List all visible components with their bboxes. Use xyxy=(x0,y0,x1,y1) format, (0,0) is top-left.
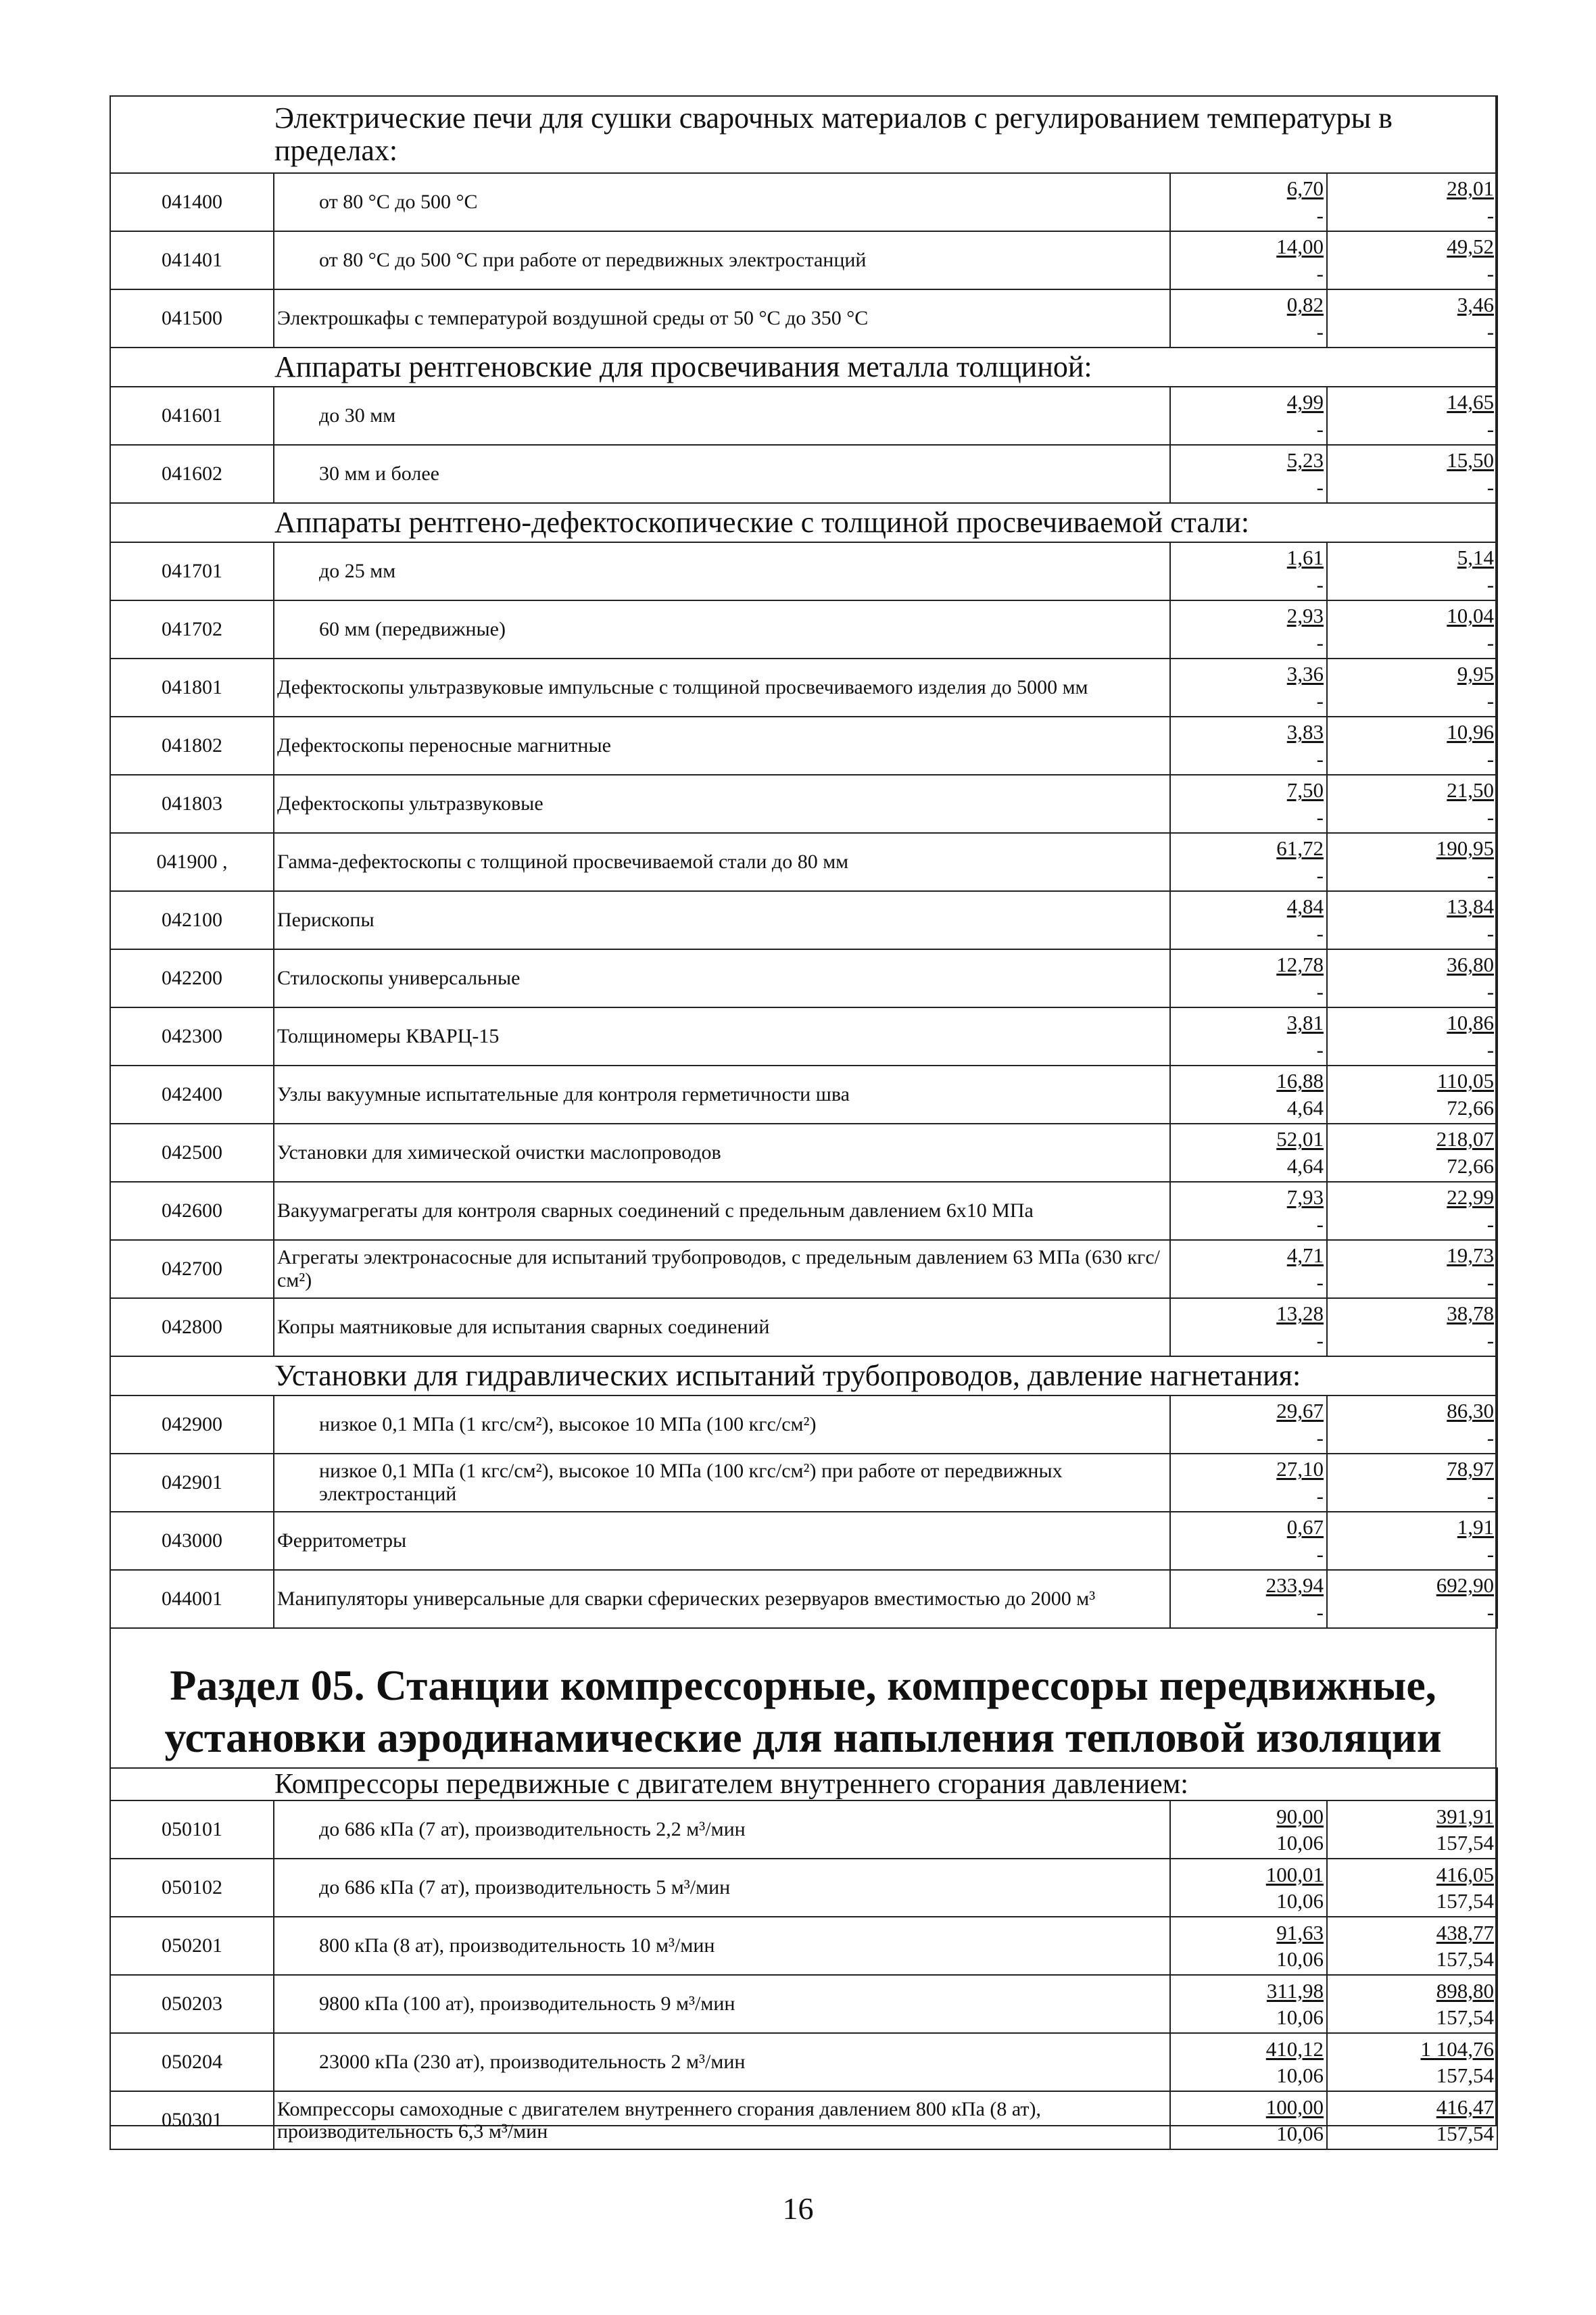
cost-cell xyxy=(1170,717,1327,775)
value-bottom: - xyxy=(1486,689,1495,713)
value-bottom: - xyxy=(1486,747,1495,771)
row-code: 041601 xyxy=(110,387,274,445)
group-heading-row xyxy=(110,1768,1497,1800)
value-top: 52,01 xyxy=(1276,1127,1324,1151)
value-bottom: - xyxy=(1316,1542,1324,1566)
value-bottom: - xyxy=(1486,1426,1495,1450)
price-cell xyxy=(1327,1975,1497,2033)
table-row xyxy=(110,289,1497,348)
price-cell xyxy=(1327,775,1497,833)
table-row xyxy=(110,1395,1497,1454)
price-cell xyxy=(1327,1917,1497,1975)
table-row xyxy=(110,1240,1497,1298)
value-bottom: - xyxy=(1316,320,1324,343)
row-description: Дефектоскопы ультразвуковые импульсные с толщиной просвечиваемого изделия до 5000 мм xyxy=(274,659,1170,717)
cost-cell xyxy=(1170,173,1327,231)
row-description: Копры маятниковые для испытания сварных соединений xyxy=(274,1298,1170,1356)
price-cell xyxy=(1327,1182,1497,1240)
row-description: до 30 мм xyxy=(274,387,1170,445)
value-bottom: - xyxy=(1486,805,1495,829)
value-top: 10,96 xyxy=(1447,720,1495,744)
value-top: 190,95 xyxy=(1436,836,1495,861)
value-bottom: - xyxy=(1486,922,1495,945)
row-code: 043000 xyxy=(110,1512,274,1570)
table-row xyxy=(110,1917,1497,1975)
value-top: 90,00 xyxy=(1276,1804,1324,1828)
row-code: 041802 xyxy=(110,717,274,775)
row-code: 042500 xyxy=(110,1124,274,1182)
row-description: Перископы xyxy=(274,891,1170,949)
value-bottom: - xyxy=(1316,747,1324,771)
value-top: 10,86 xyxy=(1447,1011,1495,1035)
value-top: 110,05 xyxy=(1436,1069,1495,1093)
value-top: 3,36 xyxy=(1286,662,1324,686)
value-top: 3,83 xyxy=(1286,720,1324,744)
value-bottom: - xyxy=(1316,262,1324,285)
table-row xyxy=(110,1454,1497,1512)
value-bottom: - xyxy=(1486,631,1495,654)
row-description: Толщиномеры КВАРЦ-15 xyxy=(274,1007,1170,1066)
value-top: 27,10 xyxy=(1276,1457,1324,1481)
cost-cell xyxy=(1170,659,1327,717)
row-description: до 25 мм xyxy=(274,542,1170,600)
price-cell xyxy=(1327,600,1497,659)
group-heading: Компрессоры передвижные с двигателем внутреннего сгорания давлением: xyxy=(110,1768,1497,1800)
price-cell xyxy=(1327,1859,1497,1917)
value-top: 14,00 xyxy=(1276,235,1324,259)
cost-cell xyxy=(1170,1800,1327,1859)
value-top: 7,50 xyxy=(1286,778,1324,803)
row-description: Узлы вакуумные испытательные для контроля герметичности шва xyxy=(274,1066,1170,1124)
value-top: 3,46 xyxy=(1457,293,1495,317)
row-description: до 686 кПа (7 ат), производительность 5 м³/мин xyxy=(274,1859,1170,1917)
row-description: Агрегаты электронасосные для испытаний трубопроводов, с предельным давлением 63 МПа (630 кгс/см²) xyxy=(274,1240,1170,1298)
price-cell xyxy=(1327,717,1497,775)
value-top: 16,88 xyxy=(1276,1069,1324,1093)
value-bottom: - xyxy=(1486,1542,1495,1566)
row-description: Стилоскопы универсальные xyxy=(274,949,1170,1007)
value-top: 78,97 xyxy=(1447,1457,1495,1481)
value-bottom: 72,66 xyxy=(1447,1154,1495,1178)
value-bottom: 4,64 xyxy=(1286,1154,1324,1178)
cost-cell xyxy=(1170,1859,1327,1917)
row-code: 042100 xyxy=(110,891,274,949)
value-top: 2,93 xyxy=(1286,604,1324,628)
price-cell xyxy=(1327,2091,1497,2149)
cost-cell xyxy=(1170,289,1327,348)
value-bottom: - xyxy=(1316,1329,1324,1352)
page-number: 16 xyxy=(782,2191,814,2226)
row-code: 041401 xyxy=(110,231,274,289)
value-top: 91,63 xyxy=(1276,1920,1324,1944)
value-top: 38,78 xyxy=(1447,1302,1495,1326)
value-bottom: 157,54 xyxy=(1436,1831,1494,1855)
value-bottom: - xyxy=(1486,980,1495,1003)
value-bottom: - xyxy=(1486,204,1495,227)
cost-cell xyxy=(1170,1182,1327,1240)
row-description: 30 мм и более xyxy=(274,445,1170,503)
cost-cell xyxy=(1170,1570,1327,1628)
value-top: 1,91 xyxy=(1457,1515,1495,1540)
cost-cell xyxy=(1170,775,1327,833)
group-heading: Электрические печи для сушки сварочных материалов с регулированием температуры в пределах: xyxy=(110,96,1497,173)
value-top: 5,23 xyxy=(1286,448,1324,473)
value-bottom: - xyxy=(1316,922,1324,945)
value-top: 1 104,76 xyxy=(1420,2036,1494,2061)
row-code: 050102 xyxy=(110,1859,274,1917)
row-code: 042400 xyxy=(110,1066,274,1124)
row-description: низкое 0,1 МПа (1 кгс/см²), высокое 10 МПа (100 кгс/см²) xyxy=(274,1395,1170,1454)
value-bottom: - xyxy=(1486,1484,1495,1508)
group-heading: Установки для гидравлических испытаний трубопроводов, давление нагнетания: xyxy=(110,1356,1497,1395)
value-top: 692,90 xyxy=(1436,1573,1495,1598)
value-top: 49,52 xyxy=(1447,235,1495,259)
table-row xyxy=(110,542,1497,600)
price-table-section-05 xyxy=(110,1767,1498,2150)
value-bottom: - xyxy=(1486,1329,1495,1352)
value-top: 311,98 xyxy=(1266,1978,1324,2003)
price-cell xyxy=(1327,289,1497,348)
table-row xyxy=(110,387,1497,445)
value-bottom: - xyxy=(1486,573,1495,596)
value-top: 6,70 xyxy=(1286,176,1324,201)
price-table-section-04 xyxy=(110,95,1498,1629)
value-top: 10,04 xyxy=(1447,604,1495,628)
value-bottom: - xyxy=(1486,262,1495,285)
value-bottom: 10,06 xyxy=(1276,1947,1324,1972)
cost-cell xyxy=(1170,542,1327,600)
table-row xyxy=(110,1007,1497,1066)
value-bottom: 4,64 xyxy=(1286,1096,1324,1120)
row-code: 042800 xyxy=(110,1298,274,1356)
value-bottom: - xyxy=(1486,1600,1495,1624)
price-cell xyxy=(1327,2033,1497,2091)
value-top: 13,84 xyxy=(1447,894,1495,919)
value-bottom: - xyxy=(1316,475,1324,499)
row-description: Дефектоскопы переносные магнитные xyxy=(274,717,1170,775)
value-top: 100,01 xyxy=(1265,1862,1324,1886)
value-bottom: 10,06 xyxy=(1276,2005,1324,2030)
table-row xyxy=(110,949,1497,1007)
group-heading: Аппараты рентгеновские для просвечивания металла толщиной: xyxy=(110,348,1497,387)
row-description: от 80 °С до 500 °С xyxy=(274,173,1170,231)
price-cell xyxy=(1327,1512,1497,1570)
cost-cell xyxy=(1170,1066,1327,1124)
row-code: 041900 , xyxy=(110,833,274,891)
value-top: 22,99 xyxy=(1447,1185,1495,1210)
value-bottom: 157,54 xyxy=(1436,2005,1494,2030)
table-row xyxy=(110,231,1497,289)
price-cell xyxy=(1327,1124,1497,1182)
price-cell xyxy=(1327,1800,1497,1859)
table-row xyxy=(110,600,1497,659)
value-top: 0,82 xyxy=(1286,293,1324,317)
value-bottom: - xyxy=(1316,689,1324,713)
cost-cell xyxy=(1170,2091,1327,2149)
row-description: Компрессоры самоходные с двигателем внутреннего сгорания давлением 800 кПа (8 ат), производительность 6,3 м³/мин xyxy=(274,2091,1170,2149)
value-bottom: - xyxy=(1316,805,1324,829)
value-bottom: - xyxy=(1316,204,1324,227)
row-description: низкое 0,1 МПа (1 кгс/см²), высокое 10 МПа (100 кгс/см²) при работе от передвижных электростанций xyxy=(274,1454,1170,1512)
value-bottom: - xyxy=(1486,475,1495,499)
row-code: 041702 xyxy=(110,600,274,659)
row-code: 042900 xyxy=(110,1395,274,1454)
cost-cell xyxy=(1170,231,1327,289)
table-row xyxy=(110,2033,1497,2091)
value-bottom: - xyxy=(1316,631,1324,654)
table-row xyxy=(110,659,1497,717)
value-top: 7,93 xyxy=(1286,1185,1324,1210)
price-cell xyxy=(1327,1570,1497,1628)
price-cell xyxy=(1327,1395,1497,1454)
row-code: 050301 xyxy=(110,2091,274,2149)
price-cell xyxy=(1327,659,1497,717)
value-bottom: - xyxy=(1316,1270,1324,1294)
row-code: 042600 xyxy=(110,1182,274,1240)
value-top: 3,81 xyxy=(1286,1011,1324,1035)
group-heading-row xyxy=(110,348,1497,387)
row-description: 60 мм (передвижные) xyxy=(274,600,1170,659)
value-bottom: - xyxy=(1486,863,1495,887)
row-code: 042300 xyxy=(110,1007,274,1066)
price-cell xyxy=(1327,1066,1497,1124)
value-bottom: 157,54 xyxy=(1436,1889,1494,1913)
cost-cell xyxy=(1170,387,1327,445)
value-bottom: - xyxy=(1486,1270,1495,1294)
row-description: от 80 °С до 500 °С при работе от передвижных электростанций xyxy=(274,231,1170,289)
table-row xyxy=(110,1182,1497,1240)
row-description: 23000 кПа (230 ат), производительность 2 м³/мин xyxy=(274,2033,1170,2091)
value-bottom: - xyxy=(1316,1484,1324,1508)
row-description: до 686 кПа (7 ат), производительность 2,2 м³/мин xyxy=(274,1800,1170,1859)
row-code: 042700 xyxy=(110,1240,274,1298)
cost-cell xyxy=(1170,1007,1327,1066)
price-cell xyxy=(1327,1298,1497,1356)
row-code: 050203 xyxy=(110,1975,274,2033)
table-row xyxy=(110,1512,1497,1570)
price-cell xyxy=(1327,1007,1497,1066)
value-bottom: - xyxy=(1316,417,1324,441)
group-heading-row xyxy=(110,503,1497,542)
row-description: Установки для химической очистки маслопроводов xyxy=(274,1124,1170,1182)
value-bottom: 157,54 xyxy=(1436,1947,1494,1972)
cost-cell xyxy=(1170,1298,1327,1356)
value-bottom: - xyxy=(1316,1600,1324,1624)
value-top: 416,05 xyxy=(1436,1862,1494,1886)
value-top: 391,91 xyxy=(1436,1804,1494,1828)
row-code: 041400 xyxy=(110,173,274,231)
row-description: 9800 кПа (100 ат), производительность 9 м³/мин xyxy=(274,1975,1170,2033)
price-cell xyxy=(1327,542,1497,600)
value-top: 416,47 xyxy=(1436,2095,1494,2119)
value-top: 4,99 xyxy=(1286,390,1324,414)
table-row xyxy=(110,775,1497,833)
cost-cell xyxy=(1170,1454,1327,1512)
value-bottom: - xyxy=(1486,1212,1495,1236)
value-top: 15,50 xyxy=(1447,448,1495,473)
value-bottom: 10,06 xyxy=(1276,1889,1324,1913)
row-code: 050201 xyxy=(110,1917,274,1975)
value-top: 898,80 xyxy=(1436,1978,1494,2003)
table-row xyxy=(110,1066,1497,1124)
row-code: 044001 xyxy=(110,1570,274,1628)
cost-cell xyxy=(1170,1395,1327,1454)
price-cell xyxy=(1327,445,1497,503)
price-cell xyxy=(1327,1454,1497,1512)
cost-cell xyxy=(1170,1917,1327,1975)
table-row xyxy=(110,1124,1497,1182)
row-code: 042901 xyxy=(110,1454,274,1512)
price-cell xyxy=(1327,1240,1497,1298)
value-bottom: - xyxy=(1316,1426,1324,1450)
section-heading: Раздел 05. Станции компрессорные, компрессоры передвижные, установки аэродинамические для напыления тепловой изоляции xyxy=(164,1661,1442,1761)
value-top: 13,28 xyxy=(1276,1302,1324,1326)
row-description: Ферритометры xyxy=(274,1512,1170,1570)
value-bottom: - xyxy=(1316,1212,1324,1236)
table-row xyxy=(110,891,1497,949)
value-bottom: - xyxy=(1316,863,1324,887)
value-top: 21,50 xyxy=(1447,778,1495,803)
row-description: 800 кПа (8 ат), производительность 10 м³/мин xyxy=(274,1917,1170,1975)
value-top: 61,72 xyxy=(1276,836,1324,861)
row-code: 041701 xyxy=(110,542,274,600)
value-top: 19,73 xyxy=(1447,1243,1495,1268)
value-bottom: - xyxy=(1486,320,1495,343)
value-bottom: 157,54 xyxy=(1436,2063,1494,2088)
row-description: Дефектоскопы ультразвуковые xyxy=(274,775,1170,833)
value-top: 86,30 xyxy=(1447,1399,1495,1423)
row-description: Вакуумагрегаты для контроля сварных соединений с предельным давлением 6х10 МПа xyxy=(274,1182,1170,1240)
cost-cell xyxy=(1170,949,1327,1007)
value-top: 28,01 xyxy=(1447,176,1495,201)
group-heading-row xyxy=(110,96,1497,173)
cost-cell xyxy=(1170,1975,1327,2033)
table-row xyxy=(110,1975,1497,2033)
row-code: 041803 xyxy=(110,775,274,833)
table-row xyxy=(110,833,1497,891)
value-top: 0,67 xyxy=(1286,1515,1324,1540)
price-cell xyxy=(1327,173,1497,231)
value-top: 4,71 xyxy=(1286,1243,1324,1268)
price-cell xyxy=(1327,949,1497,1007)
table-row xyxy=(110,2091,1497,2149)
group-heading-row xyxy=(110,1356,1497,1395)
cost-cell xyxy=(1170,833,1327,891)
group-heading: Аппараты рентгено-дефектоскопические с толщиной просвечиваемой стали: xyxy=(110,503,1497,542)
price-cell xyxy=(1327,387,1497,445)
table-row xyxy=(110,1570,1497,1628)
value-top: 29,67 xyxy=(1276,1399,1324,1423)
value-top: 438,77 xyxy=(1436,1920,1494,1944)
value-bottom: 72,66 xyxy=(1447,1096,1495,1120)
value-top: 233,94 xyxy=(1265,1573,1324,1598)
value-top: 4,84 xyxy=(1286,894,1324,919)
row-code: 050101 xyxy=(110,1800,274,1859)
table-row xyxy=(110,173,1497,231)
value-top: 218,07 xyxy=(1436,1127,1495,1151)
cost-cell xyxy=(1170,2033,1327,2091)
row-code: 050204 xyxy=(110,2033,274,2091)
cost-cell xyxy=(1170,1240,1327,1298)
row-code: 041602 xyxy=(110,445,274,503)
value-bottom: - xyxy=(1316,980,1324,1003)
cost-cell xyxy=(1170,891,1327,949)
value-bottom: - xyxy=(1316,1038,1324,1061)
cost-cell xyxy=(1170,445,1327,503)
row-code: 041500 xyxy=(110,289,274,348)
value-bottom: 10,06 xyxy=(1276,2122,1324,2146)
price-cell xyxy=(1327,231,1497,289)
value-top: 100,00 xyxy=(1265,2095,1324,2119)
table-row xyxy=(110,1859,1497,1917)
value-top: 5,14 xyxy=(1457,546,1495,570)
value-bottom: - xyxy=(1486,1038,1495,1061)
value-bottom: - xyxy=(1486,417,1495,441)
table-row xyxy=(110,445,1497,503)
value-top: 36,80 xyxy=(1447,953,1495,977)
row-code: 042200 xyxy=(110,949,274,1007)
value-top: 12,78 xyxy=(1276,953,1324,977)
value-top: 1,61 xyxy=(1286,546,1324,570)
value-bottom: 10,06 xyxy=(1276,1831,1324,1855)
row-description: Электрошкафы с температурой воздушной среды от 50 °С до 350 °С xyxy=(274,289,1170,348)
price-cell xyxy=(1327,833,1497,891)
cost-cell xyxy=(1170,1124,1327,1182)
value-top: 410,12 xyxy=(1265,2036,1324,2061)
value-top: 9,95 xyxy=(1457,662,1495,686)
table-row xyxy=(110,717,1497,775)
row-code: 041801 xyxy=(110,659,274,717)
row-description: Гамма-дефектоскопы с толщиной просвечиваемой стали до 80 мм xyxy=(274,833,1170,891)
table-row xyxy=(110,1298,1497,1356)
cost-cell xyxy=(1170,1512,1327,1570)
value-bottom: 157,54 xyxy=(1436,2122,1494,2146)
price-cell xyxy=(1327,891,1497,949)
value-top: 14,65 xyxy=(1447,390,1495,414)
value-bottom: 10,06 xyxy=(1276,2063,1324,2088)
row-description: Манипуляторы универсальные для сварки сферических резервуаров вместимостью до 2000 м³ xyxy=(274,1570,1170,1628)
table-row xyxy=(110,1800,1497,1859)
cost-cell xyxy=(1170,600,1327,659)
value-bottom: - xyxy=(1316,573,1324,596)
